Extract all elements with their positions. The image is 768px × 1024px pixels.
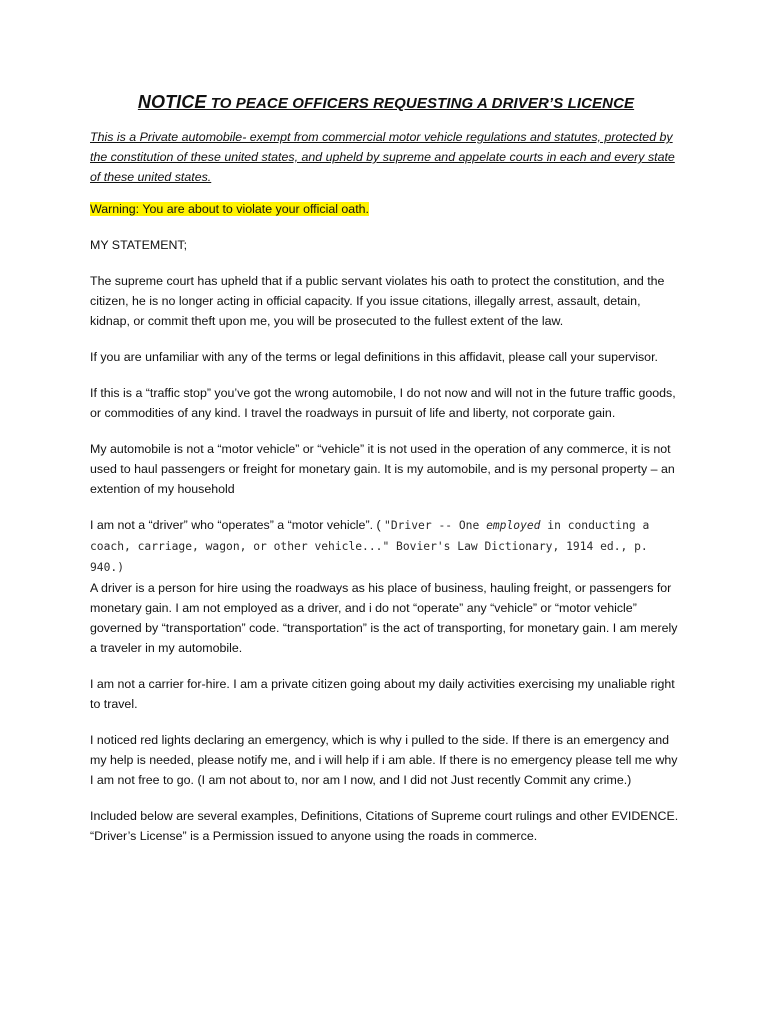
paragraph-not-driver xyxy=(90,515,682,578)
paragraph-supervisor: If you are unfamiliar with any of the terms or legal definitions in this affidavit, please call your supervisor. xyxy=(90,350,658,364)
quote-emphasis: employed xyxy=(486,519,541,532)
quote-part-a: "Driver -- One xyxy=(384,519,487,532)
paragraph-evidence: Included below are several examples, Definitions, Citations of Supreme court rulings and other EVIDENCE. “Driver’s License” is a Permission issued to anyone using the roads in commerce. xyxy=(90,809,679,843)
paragraph-traffic-stop: If this is a “traffic stop” you’ve got the wrong automobile, I do not now and will not in the future traffic goods, or commodities of any kind. I travel the roadways in pursuit of life and liberty, not corporate gain. xyxy=(90,386,676,420)
quote-part-b: in conducting a coach, carriage, wagon, or other vehicle..." Bovier's Law Dictionary, 1914 ed., p. 940.) xyxy=(90,519,650,574)
title-notice-word: NOTICE xyxy=(137,92,207,112)
paragraph-automobile: My automobile is not a “motor vehicle” or “vehicle” it is not used in the operation of any commerce, it is not used to haul passengers or freight for monetary gain. It is my automobile, and is my personal property – an extention of my household xyxy=(90,442,675,496)
paragraph-driver-definition: A driver is a person for hire using the roadways as his place of business, hauling freight, or passengers for monetary gain. I am not employed as a driver, and i do not “operate” any “vehicle” or “motor vehicle” governed by “transportation” code. “transportation” is the act of transporting, for monetary gain. I am merely a traveler in my automobile. xyxy=(90,581,678,655)
title-rest: TO PEACE OFFICERS REQUESTING A DRIVER’S LICENCE xyxy=(206,95,635,112)
statement-heading: MY STATEMENT; xyxy=(90,238,188,252)
driver-definition-block xyxy=(90,515,682,658)
warning-line xyxy=(90,199,682,219)
document-title xyxy=(90,92,682,113)
paragraph-red-lights: I noticed red lights declaring an emergency, which is why i pulled to the side. If there is an emergency and my help is needed, please notify me, and i will help if i am able. If there is no emergency please tell me why I am not free to go. (I am not about to, nor am I now, and I did not Just recently Commit any crime.) xyxy=(90,733,678,787)
intro-paragraph: This is a Private automobile- exempt from commercial motor vehicle regulations and statutes, protected by the constitution of these united states, and upheld by supreme and appelate courts in each and every state of these united states. xyxy=(90,130,675,184)
paragraph-not-carrier: I am not a carrier for-hire. I am a private citizen going about my daily activities exercising my unaliable right to travel. xyxy=(90,677,675,711)
warning-highlight: Warning: You are about to violate your official oath. xyxy=(90,202,369,216)
paragraph-oath: The supreme court has upheld that if a public servant violates his oath to protect the constitution, and the citizen, he is no longer acting in official capacity. If you issue citations, illegally arrest, assault, detain, kidnap, or commit theft upon me, you will be prosecuted to the fullest extent of the law. xyxy=(90,274,665,328)
not-driver-lead: I am not a “driver” who “operates” a “motor vehicle”. ( xyxy=(90,518,385,532)
